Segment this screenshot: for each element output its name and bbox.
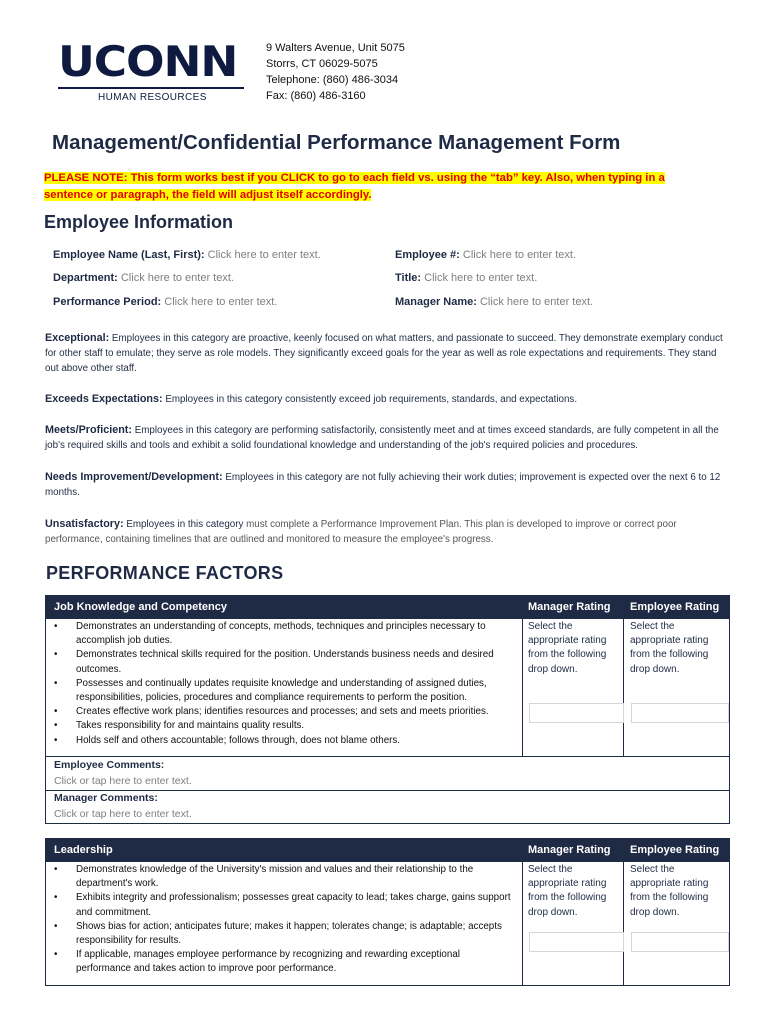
- bullet-item: • If applicable, manages employee performance by recognizing and rewarding exceptional performance and takes action to improve poor performance.: [54, 948, 514, 976]
- bullet-item: • Possesses and continually updates requisite knowledge and understanding of assigned duties, responsibilities, policies, procedures and compliance requirements to perform the position.: [54, 677, 514, 705]
- manager-name-field[interactable]: [395, 296, 593, 308]
- employee-number-field[interactable]: [395, 249, 576, 261]
- logo-subtitle: HUMAN RESOURCES: [98, 92, 207, 103]
- field-placeholder[interactable]: Click here to enter text.: [462, 249, 576, 261]
- comments-label: Manager Comments:: [54, 792, 158, 804]
- comments-placeholder[interactable]: Click or tap here to enter text.: [54, 808, 192, 820]
- field-placeholder[interactable]: Click here to enter text.: [479, 296, 594, 308]
- bullet-item: • Exhibits integrity and professionalism; possesses great capacity to lead; takes charge, gains support and commitment.: [54, 891, 514, 919]
- bullet-item: • Demonstrates technical skills required for the position. Understands business needs and desired outcomes.: [54, 648, 514, 676]
- address-line: Storrs, CT 06029-5075: [266, 58, 378, 70]
- bullet-item: • Shows bias for action; anticipates future; makes it happen; tolerates change; is adaptable; accepts responsibility for results.: [54, 920, 514, 948]
- definition-meets: [45, 423, 725, 453]
- note-text: PLEASE NOTE: This form works best if you CLICK to go to each field vs. using the “tab” key. Also, when typing in a sentence or paragraph, the field will adjust itself accordingly.: [44, 172, 665, 201]
- manager-rating-header: Manager Rating: [528, 601, 611, 613]
- field-placeholder[interactable]: Click here to enter text.: [120, 272, 234, 284]
- employee-rating-header: Employee Rating: [630, 844, 720, 856]
- address-line: Fax: (860) 486-3160: [266, 90, 366, 102]
- employee-rating-prompt: Select the appropriate rating from the following drop down.: [630, 621, 709, 675]
- factor-header: [46, 839, 729, 862]
- definition-term: Exceptional:: [45, 332, 110, 344]
- definition-term: Meets/Proficient:: [45, 424, 132, 436]
- column-divider: [623, 839, 624, 985]
- definition-unsatisfactory: [45, 517, 725, 547]
- definition-needs-improvement: [45, 470, 725, 500]
- employee-info-heading: Employee Information: [44, 212, 234, 232]
- column-divider: [522, 839, 523, 985]
- definition-exceeds: [45, 392, 725, 407]
- comments-label: Employee Comments:: [54, 759, 165, 771]
- column-divider: [522, 596, 523, 756]
- bullet-item: • Demonstrates knowledge of the University's mission and values and their relationship to the department's work.: [54, 863, 514, 891]
- address-line: Telephone: (860) 486-3034: [266, 74, 399, 86]
- field-label: Employee #:: [395, 249, 460, 261]
- field-placeholder[interactable]: Click here to enter text.: [164, 296, 278, 308]
- factor-table-leadership: [45, 838, 730, 986]
- manager-rating-dropdown[interactable]: [529, 703, 624, 723]
- definition-text: Employees in this category are not fully achieving their work duties; improvement is expected over the next 6 to 12 months.: [45, 472, 721, 498]
- factor-bullets: [54, 620, 514, 748]
- definition-text: Employees in this category are proactive, keenly focused on what matters, and passionate to succeed. They demonstrate exemplary conduct for other staff to emulate; they serve as role models. They significantly exceed goals for the year as well as role expectations and requirements. They stand out above other staff.: [45, 333, 723, 374]
- field-label: Department:: [53, 272, 118, 284]
- performance-factors-heading: PERFORMANCE FACTORS: [46, 563, 284, 583]
- definition-text: Employees in this category are performing satisfactorily, consistently meet and at times exceed standards, are fully competent in all the job's required skills and tools and exhibit a solid foundational knowledge and understanding of the job's required policies and procedures.: [45, 425, 719, 451]
- field-placeholder[interactable]: Click here to enter text.: [207, 249, 321, 261]
- manager-rating-prompt: Select the appropriate rating from the following drop down.: [528, 621, 607, 675]
- definition-text: Employees in this category consistently exceed job requirements, standards, and expectations.: [162, 394, 578, 405]
- manager-rating-prompt: Select the appropriate rating from the following drop down.: [528, 864, 607, 918]
- comments-placeholder[interactable]: Click or tap here to enter text.: [54, 775, 192, 787]
- factor-header: [46, 596, 729, 619]
- factor-name: Leadership: [54, 844, 113, 856]
- column-divider: [623, 596, 624, 756]
- employee-rating-prompt: Select the appropriate rating from the following drop down.: [630, 864, 709, 918]
- logo-rule: [58, 87, 244, 89]
- please-note: [44, 170, 704, 204]
- title-field[interactable]: [395, 272, 537, 284]
- employee-rating-header: Employee Rating: [630, 601, 720, 613]
- bullet-item: • Holds self and others accountable; follows through, does not blame others.: [54, 734, 514, 748]
- form-title: Management/Confidential Performance Management Form: [52, 131, 621, 154]
- manager-rating-dropdown[interactable]: [529, 932, 624, 952]
- field-label: Performance Period:: [53, 296, 162, 308]
- employee-rating-dropdown[interactable]: [631, 703, 729, 723]
- employee-name-field[interactable]: [53, 249, 321, 261]
- factor-bullets: [54, 863, 514, 977]
- definition-exceptional: [45, 331, 725, 376]
- uconn-logo: [58, 37, 244, 106]
- factor-name: Job Knowledge and Competency: [54, 601, 227, 613]
- field-label: Employee Name (Last, First):: [53, 249, 205, 261]
- manager-comments-field[interactable]: [54, 790, 192, 822]
- factor-table-job-knowledge: [45, 595, 730, 824]
- bullet-item: • Demonstrates an understanding of concepts, methods, techniques and principles necessary to accomplish job duties.: [54, 620, 514, 648]
- definition-text: Employees in this category: [123, 519, 244, 530]
- bullet-item: • Takes responsibility for and maintains quality results.: [54, 719, 514, 733]
- definition-term: Needs Improvement/Development:: [45, 471, 223, 483]
- field-label: Manager Name:: [395, 296, 477, 308]
- definition-text-continued: must complete a Performance Improvement Plan. This plan is developed to improve or correct poor performance, containing timelines that are outlined and monitored to measure the employee's progress.: [45, 519, 677, 545]
- definition-term: Exceeds Expectations:: [45, 393, 163, 405]
- definition-term: Unsatisfactory:: [45, 518, 124, 530]
- address-line: 9 Walters Avenue, Unit 5075: [266, 42, 405, 54]
- employee-rating-dropdown[interactable]: [631, 932, 729, 952]
- address-block: [266, 40, 405, 104]
- performance-period-field[interactable]: [53, 296, 277, 308]
- bullet-item: • Creates effective work plans; identifies resources and processes; and sets and meets priorities.: [54, 705, 514, 719]
- department-field[interactable]: [53, 272, 234, 284]
- field-placeholder[interactable]: Click here to enter text.: [424, 272, 538, 284]
- employee-comments-field[interactable]: [54, 757, 192, 789]
- field-label: Title:: [395, 272, 422, 284]
- logo-wordmark: UCONN: [58, 37, 238, 86]
- manager-rating-header: Manager Rating: [528, 844, 611, 856]
